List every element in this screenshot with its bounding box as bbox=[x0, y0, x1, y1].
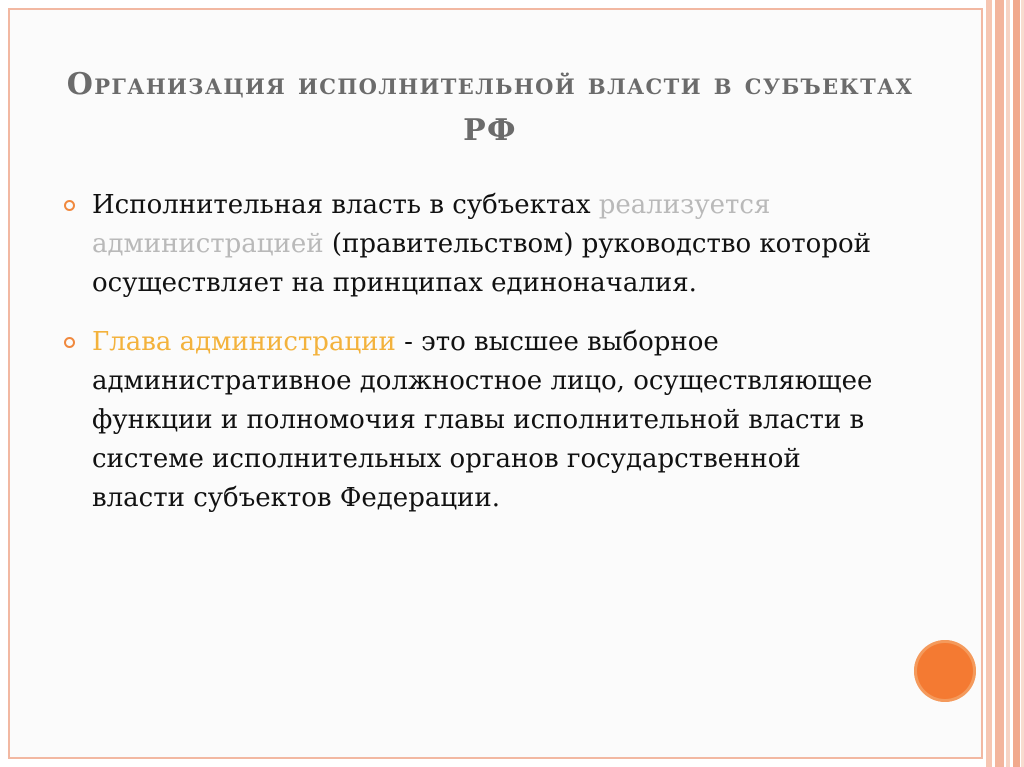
orange-circle-icon bbox=[914, 640, 976, 702]
bullet-item bbox=[92, 186, 892, 303]
stripe bbox=[995, 0, 1004, 767]
bullet-list bbox=[92, 186, 892, 518]
highlighted-term: реализуется администрацией bbox=[92, 190, 771, 259]
stripe bbox=[1006, 0, 1010, 767]
stripe bbox=[1013, 0, 1020, 767]
bullet-marker-icon bbox=[64, 200, 75, 211]
stripe bbox=[986, 0, 992, 767]
bullet-text: - это высшее выборное административное должностное лицо, осуществляющее функции и полномочия главы исполнительной власти в системе исполнительных органов государственной власти субъектов Федерации. bbox=[92, 327, 873, 513]
slide-title: Организация исполнительной власти в субъектах РФ bbox=[66, 67, 914, 148]
bullet-marker-icon bbox=[64, 337, 75, 348]
bullet-text: Исполнительная власть в субъектах bbox=[92, 190, 599, 220]
bullet-text: (правительством) руководство которой осуществляет на принципах единоначалия. bbox=[92, 229, 871, 298]
highlighted-term: Глава администрации bbox=[92, 327, 396, 357]
bullet-item bbox=[92, 323, 892, 518]
